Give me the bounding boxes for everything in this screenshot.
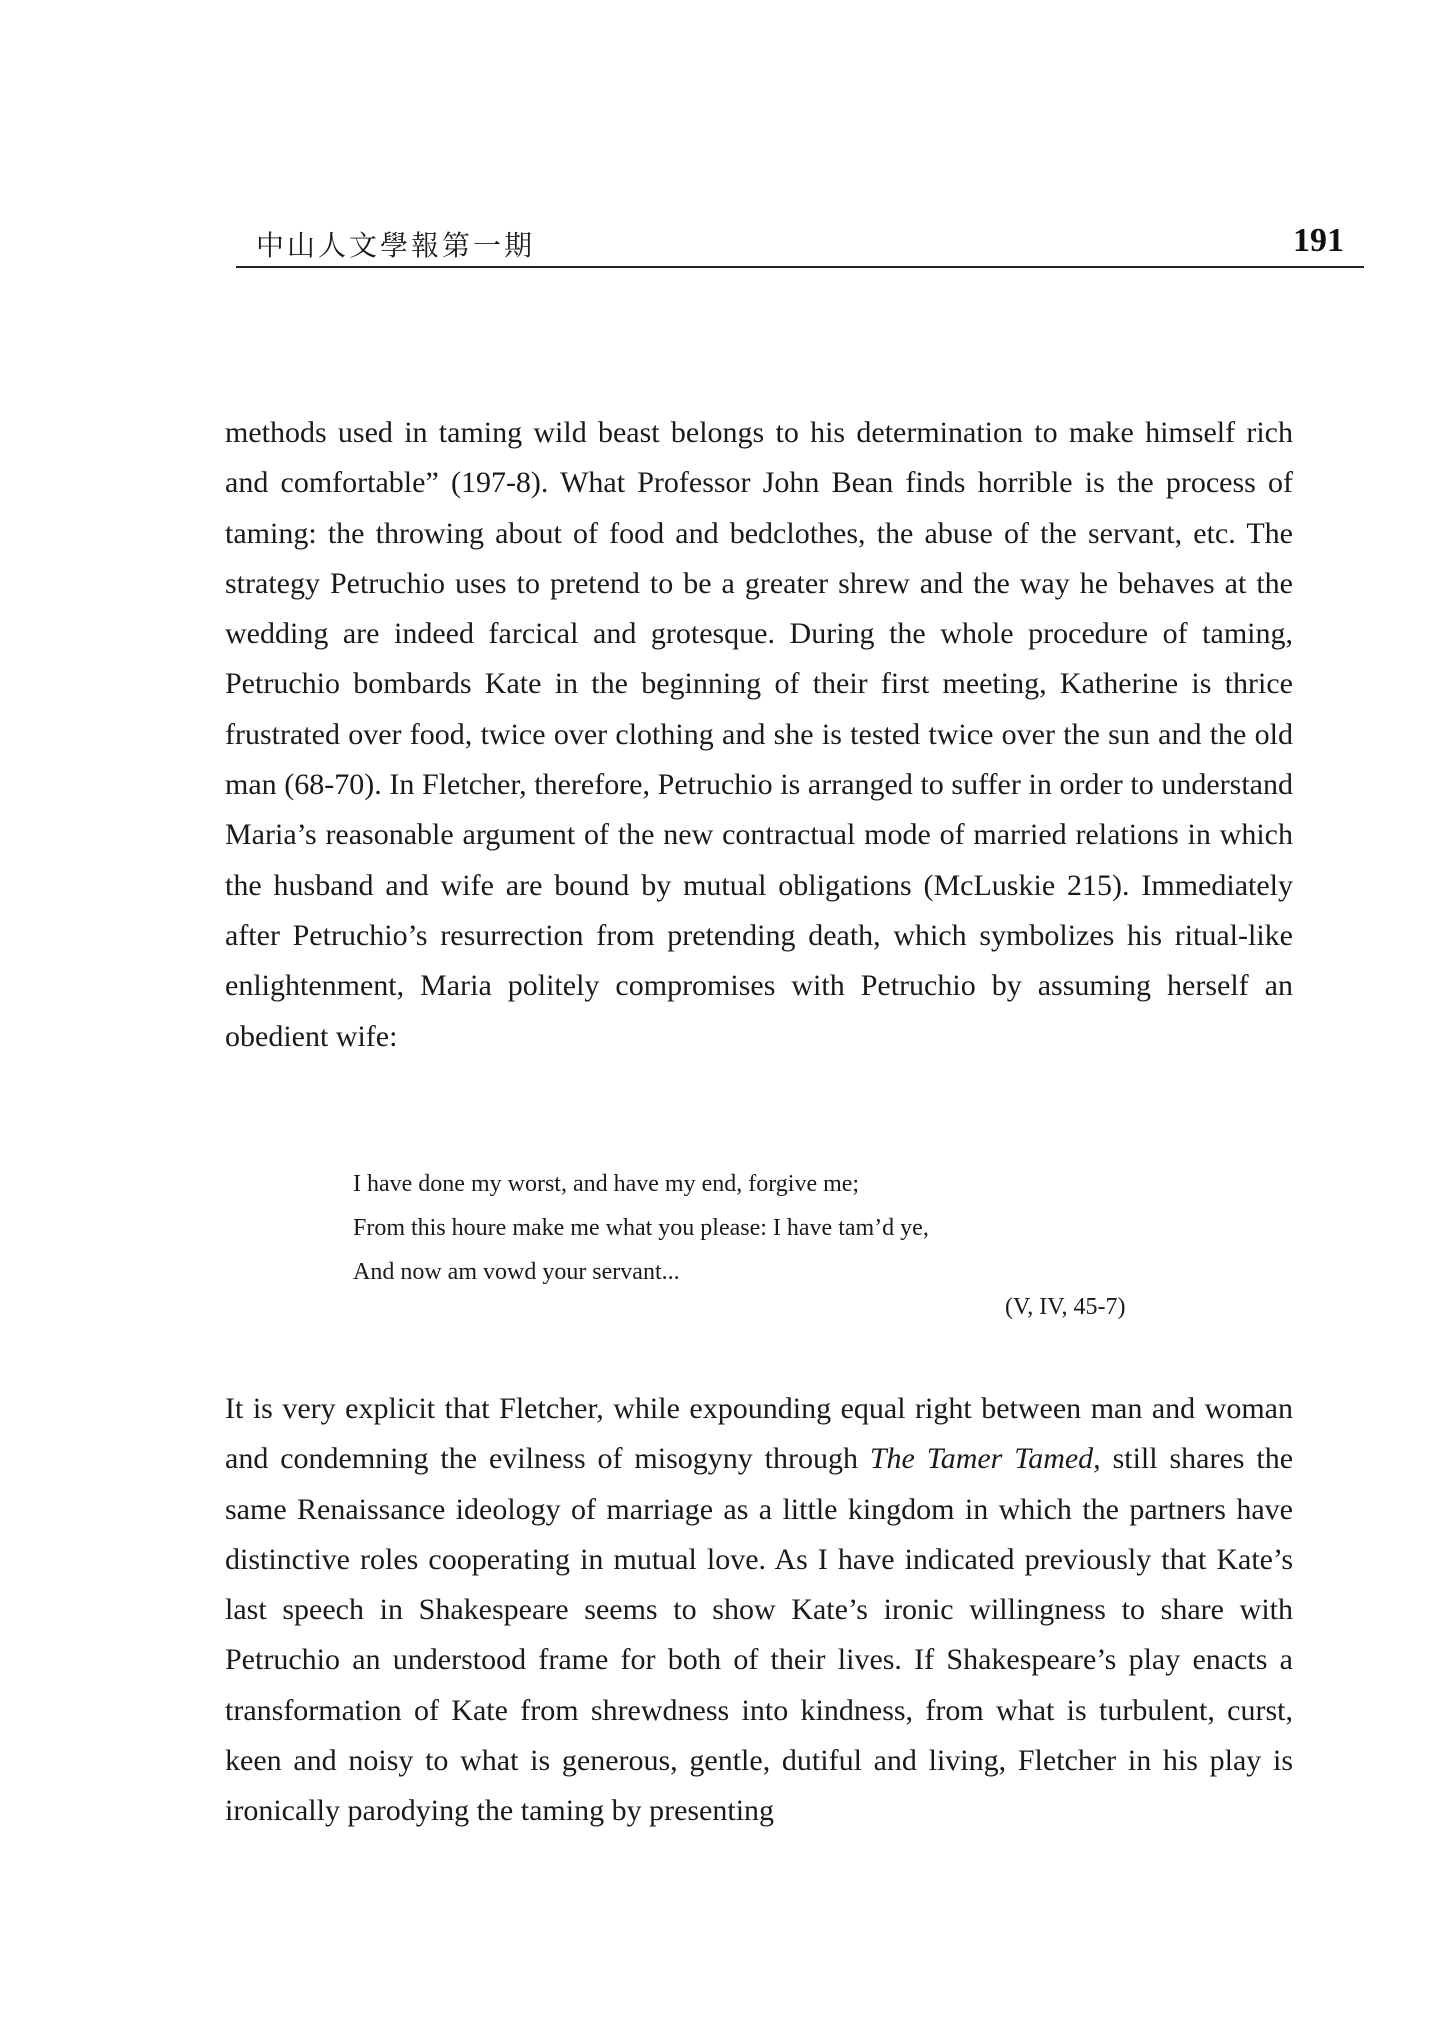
body-paragraph-1: methods used in taming wild beast belongs to his determination to make himself rich and comfortable” (197-8). What Professor John Bean finds horrible is the process of taming: the throwing about of food and bedclothes, the abuse of the servant, etc. The strategy Petruchio uses to pretend to be a greater shrew and the way he behaves at the wedding are indeed farcical and grotesque. During the whole procedure of taming, Petruchio bombards Kate in the beginning of their first meeting, Katherine is thrice frustrated over food, twice over clothing and she is tested twice over the sun and the old man (68-70). In Fletcher, therefore, Petruchio is arranged to suffer in order to understand Maria’s reasonable argument of the new contractual mode of married relations in which the husband and wife are bound by mutual obligations (McLuskie 215). Immediately after Petruchio’s resurrection from pretending death, which symbolizes his ritual-like enlightenment, Maria politely compromises with Petruchio by assuming herself an obedient wife: [225,416,1293,1053]
play-title: The Tamer Tamed, [869,1442,1101,1476]
quote-line-3: And now am vowd your servant... [353,1259,680,1285]
paragraph-2-text-end: still shares the same Renaissance ideology of marriage as a little kingdom in which the partners have distinctive roles cooperating in mutual love. As I have indicated previously that Kate’s last speech in Shakespeare seems to show Kate’s ironic willingness to share with Petruchio an understood frame for both of their lives. If Shakespeare’s play enacts a transformation of Kate from shrewdness into kindness, from what is turbulent, curst, keen and noisy to what is generous, gentle, dutiful and living, Fletcher in his play is ironically parodying the taming by presenting [225,1442,1294,1828]
running-header [236,220,1364,268]
quote-line-2: From this houre make me what you please: I have tam’d ye, [353,1215,929,1241]
quote-line-1: I have done my worst, and have my end, forgive me; [353,1171,860,1197]
journal-title: 中山人文學報第一期 [256,229,536,262]
paragraph-2-text-start: It is very explicit that Fletcher, while expounding equal right between man and woman and condemning the evilness of misogyny through [225,1392,1293,1476]
page-number: 191 [1293,222,1344,259]
quote-citation: (V, IV, 45-7) [1005,1294,1126,1320]
block-quote [353,1162,1173,1294]
body-paragraph-2 [225,1384,1293,1837]
